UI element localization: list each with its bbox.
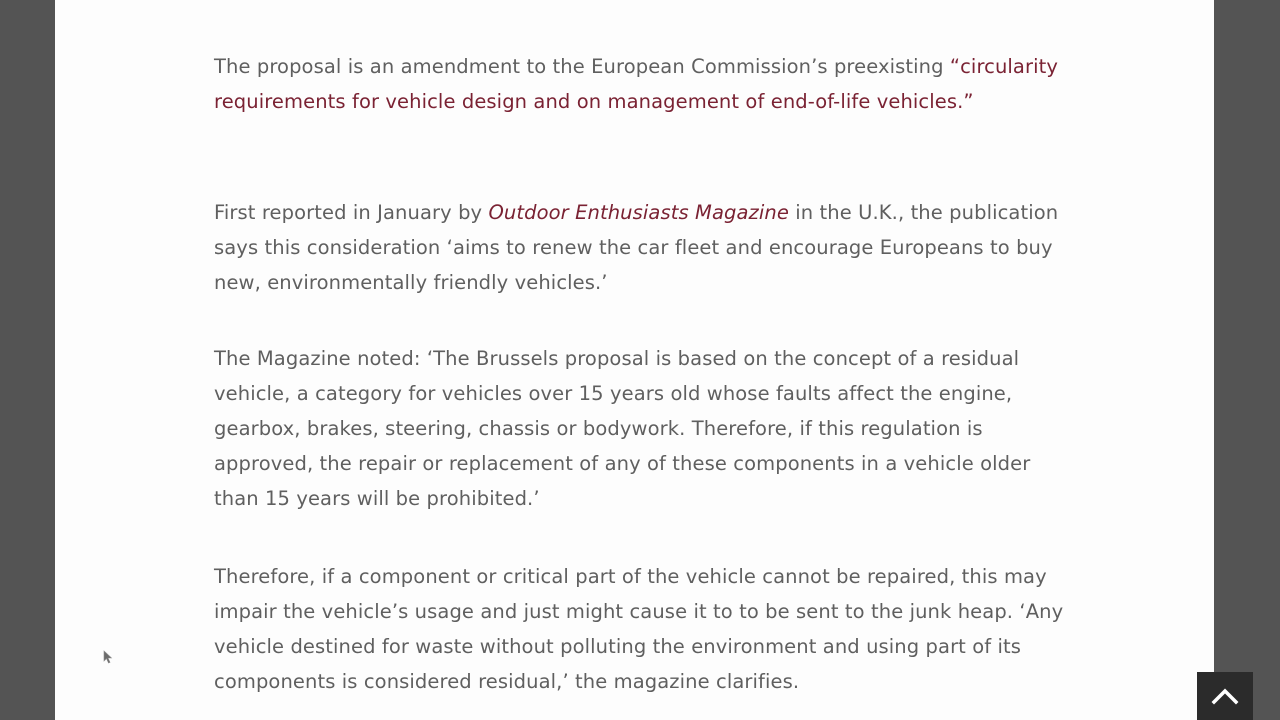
left-gutter <box>0 0 55 720</box>
paragraph-magazine-noted: The Magazine noted: ‘The Brussels proposal is based on the concept of a residual vehicle, a category for vehicles over 15 years old whose faults affect the engine, gearbox, brakes, steering, chassis or bodywork. Therefore, if this regulation is approved, the repair or replacement of any of these components in a vehicle older than 15 years will be prohibited.’ <box>214 347 1031 510</box>
circularity-requirements-link[interactable]: “circularity requirements for vehicle design and on management of end-of-life vehicles.” <box>214 55 1059 113</box>
paragraph-first-reported-rest: in the U.K., the publication says this consideration ‘aims to renew the car fleet and encourage Europeans to buy new, environmentally friendly vehicles.’ <box>214 201 1059 294</box>
paragraph-proposal-text: The proposal is an amendment to the European Commission’s preexisting <box>214 55 944 78</box>
previous-paragraph-cut-off <box>214 0 632 7</box>
paragraph-first-reported <box>214 195 1064 300</box>
paragraph-proposal <box>214 49 1064 119</box>
chevron-up-icon <box>1211 687 1239 705</box>
paragraph-therefore: Therefore, if a component or critical part of the vehicle cannot be repaired, this may impair the vehicle’s usage and just might cause it to to be sent to the junk heap. ‘Any vehicle destined for waste without polluting the environment and using part of its components is considered residual,’ the magazine clarifies. <box>214 565 1064 693</box>
mouse-cursor-icon <box>103 649 113 663</box>
paragraph-first-reported-lead: First reported in January by <box>214 201 489 224</box>
scroll-to-top-button[interactable] <box>1197 672 1253 720</box>
article-page <box>55 0 1214 720</box>
outdoor-enthusiasts-magazine-link[interactable]: Outdoor Enthusiasts Magazine <box>488 201 789 224</box>
right-gutter <box>1214 0 1280 720</box>
